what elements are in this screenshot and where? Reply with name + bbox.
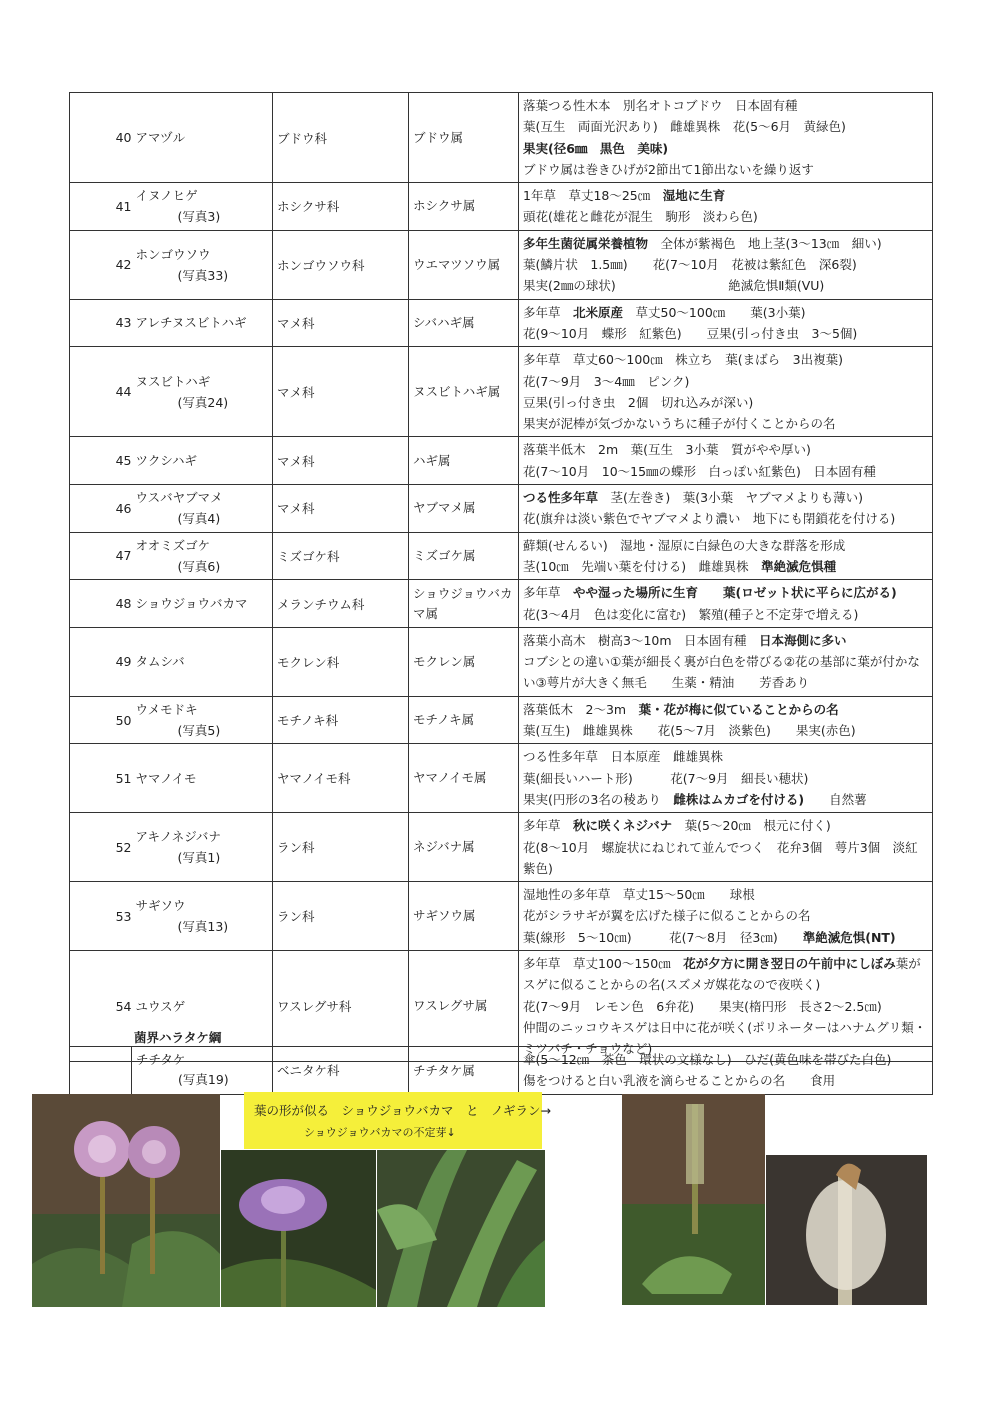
- description-line: [523, 535, 928, 556]
- description-text: 花(7〜9月 レモン色 6弁花) 果実(楕円形 長さ2〜2.5㎝): [523, 998, 882, 1014]
- description-line: [523, 461, 928, 482]
- genus-cell: ワスレグサ属: [409, 950, 519, 1061]
- description-text: 葉(鱗片状 1.5㎜) 花(7〜10月 花被は紫紅色 深6裂): [523, 257, 857, 273]
- table-row: [70, 1047, 933, 1095]
- species-name-text: ウメモドキ: [135, 702, 198, 718]
- description-line: [523, 323, 928, 344]
- species-name: [132, 347, 273, 437]
- family-cell: モクレン科: [273, 627, 409, 696]
- description-line: [523, 159, 928, 180]
- species-name: [132, 437, 273, 485]
- species-name: [132, 580, 273, 628]
- species-name: [132, 532, 273, 580]
- description-text-bold: 日本海側に多い: [759, 632, 847, 648]
- photo-ref: (写真4): [177, 511, 221, 527]
- description-text-bold: 果実(径6㎜ 黒色 美味): [523, 140, 669, 156]
- genus-cell: ヌスビトハギ属: [409, 347, 519, 437]
- species-name: [132, 299, 273, 347]
- description-line: [523, 651, 928, 694]
- description-line: [523, 487, 928, 508]
- description-text: 落葉小高木 樹高3〜10m 日本固有種: [523, 632, 760, 648]
- row-number: 49: [70, 627, 132, 696]
- genus-cell: ウエマツソウ属: [409, 230, 519, 299]
- species-name-text: ヤマノイモ: [135, 770, 197, 786]
- row-number: 53: [70, 882, 132, 951]
- species-name: [132, 93, 273, 183]
- description-line: [523, 138, 928, 159]
- description-text: 花(3〜4月 色は変化に富む) 繁殖(種子と不定芽で増える): [523, 606, 859, 622]
- description-text: 頭花(雄花と雌花が混生 駒形 淡わら色): [523, 209, 758, 225]
- description-cell: [519, 580, 933, 628]
- genus-cell: ネジバナ属: [409, 813, 519, 882]
- family-cell: マメ科: [273, 485, 409, 533]
- photo-ref: (写真1): [177, 850, 221, 866]
- species-name-text: タムシバ: [135, 654, 185, 670]
- fungus-table: [69, 1046, 933, 1095]
- table-row: [70, 183, 933, 231]
- description-line: [523, 699, 928, 720]
- description-cell: [519, 696, 933, 744]
- species-name-text: サギソウ: [135, 898, 186, 914]
- description-text: 傘(5〜12㎝ 茶色 環状の文様なし) ひだ(黄色味を帯びた白色): [523, 1052, 892, 1067]
- description-text: 多年草: [523, 585, 574, 601]
- genus-cell: シバハギ属: [409, 299, 519, 347]
- description-text: 茎(10㎝ 先端い葉を付ける) 雌雄異株: [523, 558, 762, 574]
- row-number: 48: [70, 580, 132, 628]
- description-text: 葉(互生) 雌雄異株 花(5〜7月 淡紫色) 果実(赤色): [523, 723, 856, 739]
- species-name-text: ショウジョウバカマ: [135, 596, 248, 612]
- description-text: 1年草 草丈18〜25㎝: [523, 188, 663, 204]
- description-line: [523, 953, 928, 996]
- description-text-bold: 雌株はムカゴを付ける): [673, 791, 805, 807]
- description-line: [523, 837, 928, 880]
- family-cell: ミズゴケ科: [273, 532, 409, 580]
- species-name: [132, 882, 273, 951]
- species-name: [132, 230, 273, 299]
- description-text-bold: 北米原産: [573, 304, 624, 320]
- description-line: [523, 927, 928, 948]
- description-line: [523, 556, 928, 577]
- row-number: 41: [70, 183, 132, 231]
- family-cell: マメ科: [273, 347, 409, 437]
- table-row: [70, 347, 933, 437]
- row-number: 46: [70, 485, 132, 533]
- species-name-text: ツクシハギ: [135, 453, 198, 469]
- description-text: 傷をつけると白い乳液を滴らせることからの名 食用: [523, 1073, 836, 1089]
- species-name-text: イヌノヒゲ: [135, 188, 198, 204]
- description-line: [523, 302, 928, 323]
- table-row: [70, 93, 933, 183]
- description-text-bold: 秋に咲くネジバナ: [573, 818, 673, 834]
- description-cell: [519, 882, 933, 951]
- family-cell: マメ科: [273, 437, 409, 485]
- species-name: [132, 183, 273, 231]
- description-text-bold: やや湿った場所に生育: [573, 585, 699, 601]
- description-text: 花(9〜10月 蝶形 紅紫色) 豆果(引っ付き虫 3〜5個): [523, 325, 858, 341]
- species-name-text: ヌスビトハギ: [135, 373, 211, 389]
- description-line: [523, 392, 928, 413]
- callout-line2: ショウジョウバカマの不定芽↓: [304, 1126, 456, 1139]
- description-line: [523, 206, 928, 227]
- description-text-bold: 葉・花が梅に似ていることからの名: [638, 701, 839, 717]
- description-line: [523, 508, 928, 529]
- family-cell: ヤマノイモ科: [273, 744, 409, 813]
- photo-nogiran-flower: [766, 1155, 927, 1305]
- table-row: [70, 485, 933, 533]
- description-text: 果実(円形の3名の稜あり: [523, 791, 674, 807]
- table-row: [70, 299, 933, 347]
- photo-ref: (写真5): [177, 723, 221, 739]
- table-row: [70, 627, 933, 696]
- description-cell: [519, 813, 933, 882]
- family-cell: ラン科: [273, 813, 409, 882]
- description-line: [523, 371, 928, 392]
- description-cell: [519, 1047, 933, 1095]
- description-text-bold: つる性多年草: [523, 490, 599, 506]
- species-name: [132, 813, 273, 882]
- photo-ref: (写真6): [177, 558, 221, 574]
- description-text: 自然薯: [804, 791, 867, 807]
- description-text: 全体が紫褐色 地上茎(3〜13㎝ 細い): [648, 235, 882, 251]
- photo-shoujoubakama-flower: [221, 1150, 376, 1307]
- species-name: [132, 1047, 273, 1095]
- genus-cell: ヤブマメ属: [409, 485, 519, 533]
- species-name-text: アマヅル: [135, 130, 186, 146]
- description-line: [523, 349, 928, 370]
- description-line: [523, 582, 928, 603]
- description-line: [523, 254, 928, 275]
- description-line: [523, 768, 928, 789]
- description-text: 落葉つる性木本 別名オトコブドウ 日本固有種: [523, 98, 798, 113]
- photo-shoujoubakama-plant: [32, 1094, 220, 1307]
- description-line: [523, 1070, 928, 1091]
- description-text: 落葉半低木 2m 葉(互生 3小葉 質がやや厚い): [523, 442, 811, 458]
- description-text-bold: 多年生菌従属栄養植物: [523, 235, 649, 251]
- species-name: [132, 485, 273, 533]
- table-row: [70, 882, 933, 951]
- family-cell: メランチウム科: [273, 580, 409, 628]
- photo-nogiran-plant: [622, 1094, 765, 1305]
- description-text: 落葉低木 2〜3m: [523, 701, 639, 717]
- genus-cell: ショウジョウバカマ属: [409, 580, 519, 628]
- genus-cell: ホシクサ属: [409, 183, 519, 231]
- description-line: [523, 604, 928, 625]
- description-line: [523, 789, 928, 810]
- family-cell: モチノキ科: [273, 696, 409, 744]
- species-name-text: ホンゴウソウ: [135, 246, 211, 262]
- table-row: [70, 696, 933, 744]
- description-text: 果実(2㎜の球状) 絶滅危惧Ⅱ類(VU): [523, 278, 825, 294]
- description-line: [523, 1049, 928, 1070]
- description-text-bold: 葉(ロゼット状に平らに広がる): [723, 585, 897, 601]
- photo-shoujoubakama-bud: [377, 1150, 545, 1307]
- description-text-bold: 花が夕方に開き翌日の午前中にしぼみ: [683, 955, 896, 971]
- description-text: 湿地性の多年草 草丈15〜50㎝ 球根: [523, 887, 755, 903]
- row-number: 50: [70, 696, 132, 744]
- description-line: [523, 185, 928, 206]
- table-row: [70, 744, 933, 813]
- species-name: [132, 627, 273, 696]
- description-text: 葉がスゲに似ることからの名(スズメガ媒花なので夜咲く): [523, 955, 921, 993]
- description-cell: [519, 347, 933, 437]
- description-line: [523, 815, 928, 836]
- table-row: [70, 580, 933, 628]
- species-name-text: ウスバヤブマメ: [135, 490, 223, 506]
- plant-table: [69, 92, 933, 1062]
- description-line: [523, 630, 928, 651]
- genus-cell: モチノキ属: [409, 696, 519, 744]
- row-number: 44: [70, 347, 132, 437]
- description-line: [523, 905, 928, 926]
- description-text-bold: 湿地に生育: [662, 188, 726, 204]
- description-text: 多年草 草丈60〜100㎝ 株立ち 葉(まばら 3出複葉): [523, 352, 843, 368]
- description-text: 葉(細長いハート形) 花(7〜9月 細長い穂状): [523, 770, 809, 786]
- description-line: [523, 275, 928, 296]
- row-number: 51: [70, 744, 132, 813]
- description-line: [523, 116, 928, 137]
- row-number: [70, 1047, 132, 1095]
- species-name-text: オオミズゴケ: [135, 537, 211, 553]
- callout-note: [244, 1092, 551, 1149]
- description-text: 花(8〜10月 螺旋状にねじれて並んでつく 花弁3個 萼片3個 淡紅紫色): [523, 839, 918, 876]
- description-line: [523, 439, 928, 460]
- table-row: [70, 532, 933, 580]
- section-title: 菌界ハラタケ綱: [134, 1030, 222, 1045]
- description-text: 茎(左巻き) 葉(3小葉 ヤブマメよりも薄い): [598, 490, 863, 506]
- description-text-bold: 準絶滅危惧種: [761, 558, 837, 574]
- description-cell: [519, 485, 933, 533]
- row-number: 52: [70, 813, 132, 882]
- description-line: [523, 884, 928, 905]
- photo-ref: (写真3): [177, 209, 221, 225]
- description-cell: [519, 230, 933, 299]
- species-name-text: ユウスゲ: [135, 998, 186, 1014]
- description-text: [698, 585, 723, 600]
- description-text: 葉(5〜20㎝ 根元に付く): [672, 818, 831, 834]
- description-line: [523, 720, 928, 741]
- table-row: [70, 437, 933, 485]
- row-number: 40: [70, 93, 132, 183]
- genus-cell: サギソウ属: [409, 882, 519, 951]
- genus-cell: ハギ属: [409, 437, 519, 485]
- family-cell: ベニタケ科: [273, 1047, 409, 1095]
- description-line: [523, 233, 928, 254]
- species-name-text: チチタケ: [136, 1052, 186, 1068]
- callout-line1: 葉の形が似る ショウジョウバカマ と ノギラン→: [254, 1103, 551, 1118]
- row-number: 54: [70, 950, 132, 1061]
- genus-cell: ミズゴケ属: [409, 532, 519, 580]
- description-text: 花(7〜10月 10〜15㎜の蝶形 白っぽい紅紫色) 日本固有種: [523, 463, 876, 479]
- genus-cell: ブドウ属: [409, 93, 519, 183]
- row-number: 43: [70, 299, 132, 347]
- description-text-bold: 準絶滅危惧(NT): [802, 929, 896, 945]
- description-line: [523, 413, 928, 434]
- table-row: [70, 813, 933, 882]
- species-name: [132, 744, 273, 813]
- species-name-text: アレチヌスビトハギ: [135, 315, 247, 331]
- row-number: 42: [70, 230, 132, 299]
- family-cell: ワスレグサ科: [273, 950, 409, 1061]
- description-text: 葉(互生 両面光沢あり) 雌雄異株 花(5〜6月 黄緑色): [523, 119, 846, 135]
- description-text: 多年草: [523, 304, 574, 320]
- description-cell: [519, 93, 933, 183]
- description-cell: [519, 183, 933, 231]
- description-text: 花がシラサギが翼を広げた様子に似ることからの名: [523, 908, 811, 924]
- description-line: [523, 95, 928, 116]
- genus-cell: チチタケ属: [409, 1047, 519, 1095]
- description-text: 豆果(引っ付き虫 2個 切れ込みが深い): [523, 394, 754, 410]
- description-text: 多年草: [523, 818, 574, 834]
- species-name-text: アキノネジバナ: [135, 829, 221, 845]
- description-text: ブドウ属は巻きひげが2節出て1節出ないを繰り返す: [523, 161, 814, 177]
- description-cell: [519, 299, 933, 347]
- description-cell: [519, 744, 933, 813]
- description-text: 草丈50〜100㎝ 葉(3小葉): [623, 304, 806, 320]
- description-line: [523, 746, 928, 767]
- family-cell: ラン科: [273, 882, 409, 951]
- species-name: [132, 696, 273, 744]
- genus-cell: モクレン属: [409, 627, 519, 696]
- description-cell: [519, 437, 933, 485]
- description-text: 蘚類(せんるい) 湿地・湿原に白緑色の大きな群落を形成: [523, 537, 846, 553]
- photo-ref: (写真33): [177, 267, 229, 283]
- photo-ref: (写真19): [178, 1072, 229, 1088]
- photo-ref: (写真24): [177, 394, 229, 410]
- family-cell: ブドウ科: [273, 93, 409, 183]
- description-text: つる性多年草 日本原産 雌雄異株: [523, 749, 724, 765]
- description-text: 花(7〜9月 3〜4㎜ ピンク): [523, 373, 690, 389]
- description-text: 多年草 草丈100〜150㎝: [523, 955, 684, 971]
- row-number: 47: [70, 532, 132, 580]
- description-text: 葉(線形 5〜10㎝) 花(7〜8月 径3㎝): [523, 929, 803, 945]
- table-row: [70, 230, 933, 299]
- description-cell: [519, 532, 933, 580]
- photo-ref: (写真13): [177, 919, 229, 935]
- family-cell: ホシクサ科: [273, 183, 409, 231]
- description-text: 果実が泥棒が気づかないうちに種子が付くことからの名: [523, 416, 836, 432]
- genus-cell: ヤマノイモ属: [409, 744, 519, 813]
- family-cell: マメ科: [273, 299, 409, 347]
- family-cell: ホンゴウソウ科: [273, 230, 409, 299]
- row-number: 45: [70, 437, 132, 485]
- description-text: 花(旗弁は淡い紫色でヤブマメより濃い 地下にも閉鎖花を付ける): [523, 511, 896, 527]
- description-text: 仲間のニッコウキスゲは日中に花が咲く(ポリネーターはハナムグリ類・ミツバチ・チョウなど): [523, 1019, 927, 1057]
- description-line: [523, 996, 928, 1017]
- description-text: コブシとの違い①葉が細長く裏が白色を帯びる②花の基部に葉が付かない③萼片が大きく無毛 生薬・精油 芳香あり: [523, 654, 920, 691]
- description-cell: [519, 627, 933, 696]
